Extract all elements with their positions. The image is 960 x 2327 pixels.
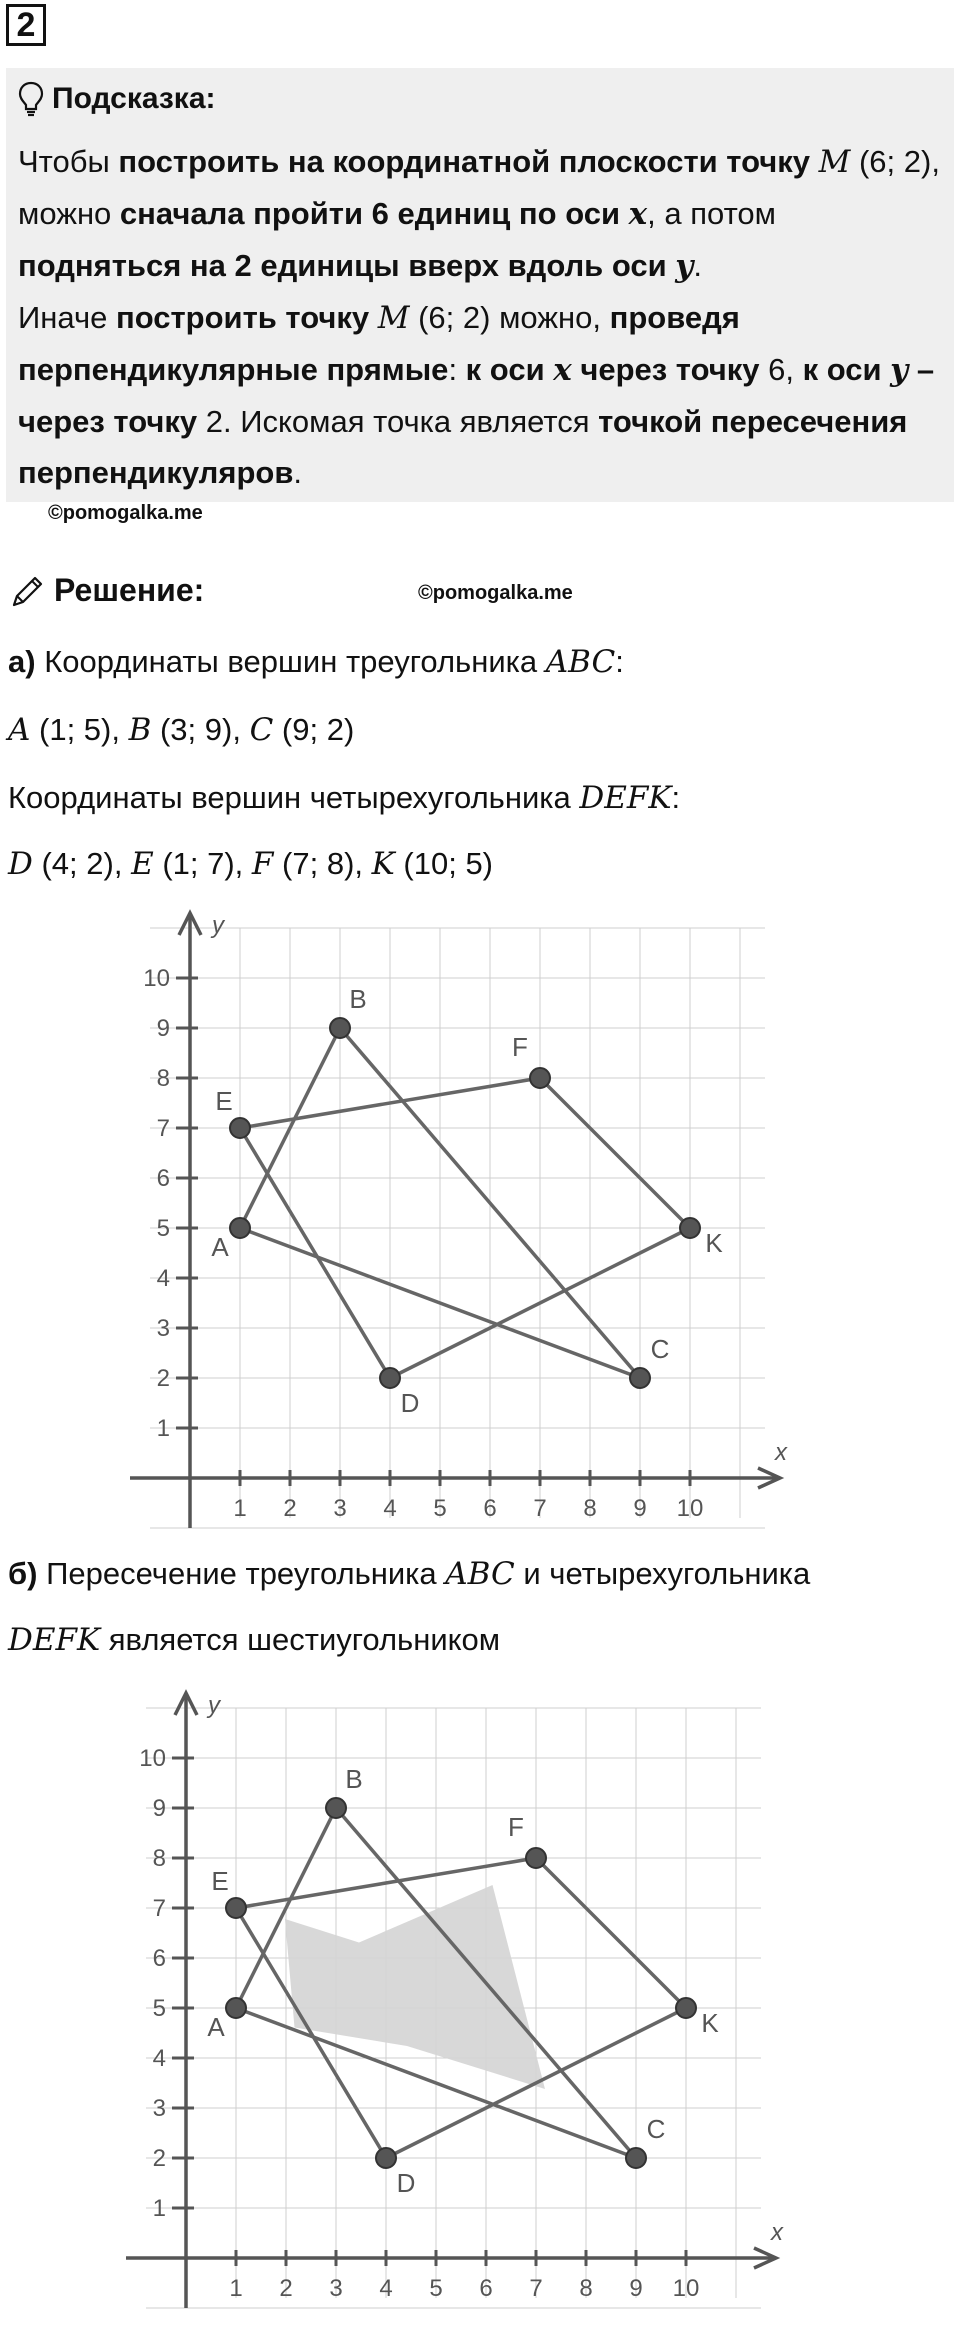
y-tick-label: 3 (156, 1315, 170, 1342)
point-d (376, 2148, 396, 2168)
x-tick-label: 10 (672, 2275, 700, 2302)
triangle-coordinates: A (1; 5), B (3; 9), C (9; 2) (8, 712, 355, 748)
point-label-a: A (207, 2012, 225, 2042)
y-tick-label: 10 (139, 1745, 166, 1772)
x-tick-label: 3 (333, 1495, 347, 1522)
point-k (676, 1998, 696, 2018)
x-tick-label: 9 (633, 1495, 647, 1522)
hint-header (18, 74, 944, 124)
point-a (230, 1218, 250, 1238)
y-tick-label: 1 (156, 1415, 170, 1442)
x-tick-label: 6 (479, 2275, 493, 2302)
x-tick-label: 3 (329, 2275, 343, 2302)
x-tick-label: 1 (233, 1495, 247, 1522)
hint-text (18, 136, 944, 498)
x-tick-label: 5 (429, 2275, 443, 2302)
x-tick-label: 2 (283, 1495, 297, 1522)
part-b-heading: б) Пересечение треугольника ABC и четырехугольника (8, 1556, 811, 1592)
y-tick-label: 7 (156, 1115, 170, 1142)
x-tick-label: 9 (629, 2275, 643, 2302)
y-tick-label: 7 (152, 1895, 166, 1922)
point-c (630, 1368, 650, 1388)
solution-header (10, 572, 204, 609)
y-axis-label: y (208, 1692, 220, 1719)
x-tick-label: 7 (529, 2275, 543, 2302)
point-f (530, 1068, 550, 1088)
point-k (680, 1218, 700, 1238)
y-tick-label: 6 (152, 1945, 166, 1972)
y-tick-label: 9 (156, 1015, 170, 1042)
y-tick-label: 10 (143, 965, 170, 992)
part-a-heading: а) Координаты вершин треугольника ABC: (8, 644, 624, 680)
y-tick-label: 4 (156, 1265, 170, 1292)
point-label-e: E (211, 1866, 229, 1896)
x-tick-label: 6 (483, 1495, 497, 1522)
y-tick-label: 8 (152, 1845, 166, 1872)
point-label-c: C (650, 1334, 670, 1364)
y-tick-label: 3 (152, 2095, 166, 2122)
point-e (226, 1898, 246, 1918)
point-label-k: K (701, 2008, 719, 2038)
point-d (380, 1368, 400, 1388)
y-tick-label: 2 (156, 1365, 170, 1392)
point-label-c: C (646, 2114, 666, 2144)
x-tick-label: 4 (379, 2275, 393, 2302)
y-axis-label: y (212, 912, 224, 939)
watermark: ©pomogalka.me (48, 502, 203, 524)
point-label-k: K (705, 1228, 723, 1258)
point-b (330, 1018, 350, 1038)
x-tick-label: 8 (583, 1495, 597, 1522)
point-label-f: F (512, 1032, 528, 1062)
point-label-d: D (396, 2168, 416, 2198)
solution-title: Решение: (54, 572, 205, 608)
x-tick-label: 2 (279, 2275, 293, 2302)
x-tick-label: 5 (433, 1495, 447, 1522)
hint-paragraph-2: Иначе построить точку M (6; 2) можно, проведя перпендикулярные прямые: к оси x через точку 6, к оси y – через точку 2. Искомая точка является точкой пересечения перпендикуляров. (18, 300, 935, 490)
pencil-icon (10, 573, 46, 609)
y-tick-label: 2 (152, 2145, 166, 2172)
point-label-a: A (211, 1232, 229, 1262)
point-label-b: B (349, 984, 367, 1014)
quadrilateral-coordinates: D (4; 2), E (1; 7), F (7; 8), K (10; 5) (8, 846, 494, 882)
point-a (226, 1998, 246, 2018)
x-tick-label: 10 (676, 1495, 704, 1522)
x-tick-label: 1 (229, 2275, 243, 2302)
y-tick-label: 5 (156, 1215, 170, 1242)
point-label-e: E (215, 1086, 233, 1116)
quadrilateral-heading: Координаты вершин четырехугольника DEFK: (8, 780, 681, 816)
y-tick-label: 4 (152, 2045, 166, 2072)
lightbulb-icon (18, 81, 44, 117)
hint-title: Подсказка: (52, 82, 216, 115)
y-tick-label: 8 (156, 1065, 170, 1092)
y-tick-label: 5 (152, 1995, 166, 2022)
point-c (626, 2148, 646, 2168)
y-tick-label: 6 (156, 1165, 170, 1192)
coordinate-plane-a (110, 900, 850, 1540)
point-e (230, 1118, 250, 1138)
x-tick-label: 4 (383, 1495, 397, 1522)
x-axis-label: x (771, 2219, 783, 2246)
coordinate-plane-b (106, 1680, 846, 2320)
y-tick-label: 9 (152, 1795, 166, 1822)
point-f (526, 1848, 546, 1868)
hint-panel (6, 68, 954, 502)
point-label-b: B (345, 1764, 363, 1794)
x-tick-label: 8 (579, 2275, 593, 2302)
point-b (326, 1798, 346, 1818)
y-tick-label: 1 (152, 2195, 166, 2222)
point-label-f: F (508, 1812, 524, 1842)
point-label-d: D (400, 1388, 420, 1418)
hint-paragraph-1: Чтобы построить на координатной плоскости точку M (6; 2), можно сначала пройти 6 единиц по оси x, а потом подняться на 2 единицы вверх вдоль оси y. (18, 144, 940, 284)
watermark: ©pomogalka.me (418, 582, 573, 604)
x-axis-label: x (775, 1439, 787, 1466)
part-b-conclusion: DEFK является шестиугольником (8, 1622, 501, 1658)
x-tick-label: 7 (533, 1495, 547, 1522)
task-number: 2 (6, 4, 46, 46)
